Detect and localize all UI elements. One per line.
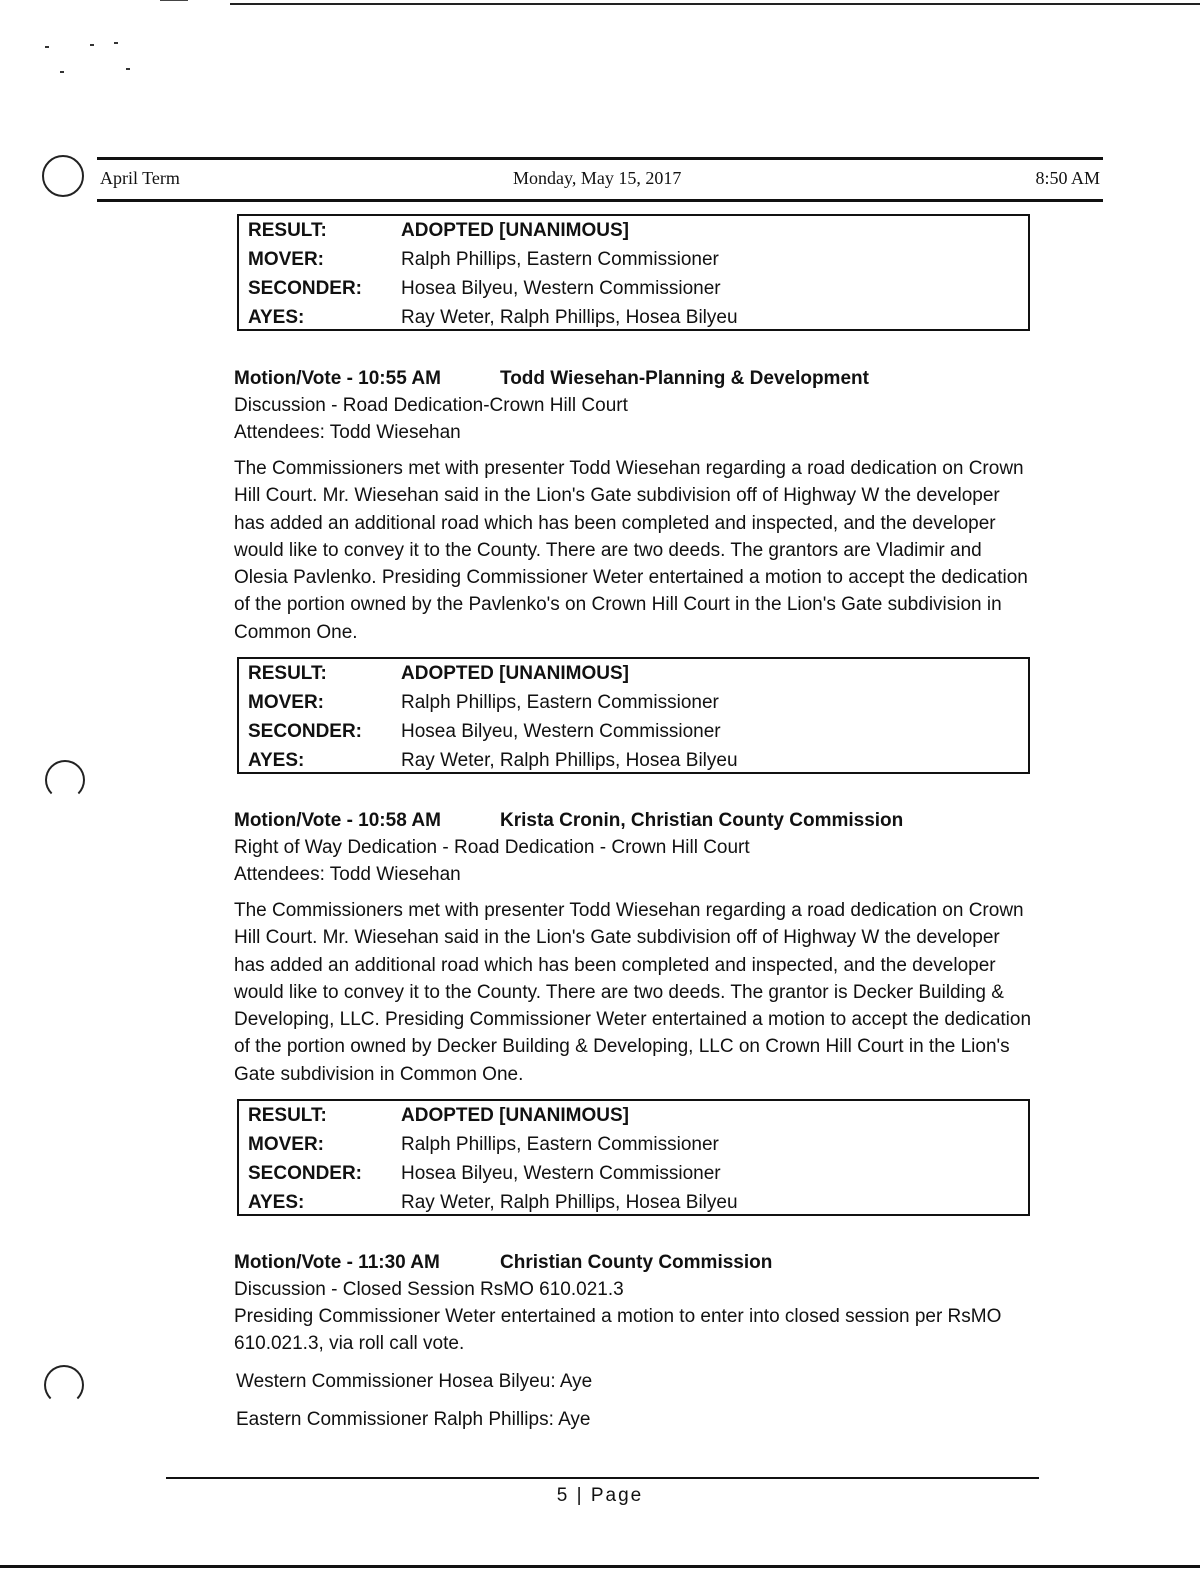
scan-speck <box>126 68 130 70</box>
meeting-time: 8:50 AM <box>1035 168 1100 188</box>
scan-mark <box>160 0 188 1</box>
header-top-rule <box>97 157 1103 160</box>
attendees: Attendees: Todd Wiesehan <box>234 864 461 885</box>
scan-speck <box>60 71 64 73</box>
motion-time: Motion/Vote - 11:30 AM <box>234 1252 440 1273</box>
page-number: 5 | Page <box>556 1485 644 1506</box>
agenda-item <box>234 365 1034 646</box>
attendees: Attendees: Todd Wiesehan <box>234 422 461 443</box>
motion-presenter: Christian County Commission <box>500 1252 773 1273</box>
scan-edge-line <box>230 3 1200 5</box>
result-label: RESULT: <box>248 220 327 241</box>
vote-result-box <box>237 214 1030 331</box>
scan-speck <box>45 46 49 48</box>
motion-line <box>234 1249 1034 1276</box>
discussion-topic: Discussion - Road Dedication-Crown Hill Court <box>234 395 628 416</box>
seconder-label: SECONDER: <box>248 721 363 742</box>
ayes-label: AYES: <box>248 307 305 328</box>
agenda-item <box>234 1249 1034 1358</box>
seconder-label: SECONDER: <box>248 1163 363 1184</box>
minutes-paragraph: The Commissioners met with presenter Todd Wiesehan regarding a road dedication on Crown Hill Court. Mr. Wiesehan said in the Lion's Gate subdivision off of Highway W the developer has added an additional road which has been completed and inspected, and the developer would like to convey it to the County. There are two deeds. The grantors are Vladimir and Olesia Pavlenko. Presiding Commissioner Weter entertained a motion to accept the dedication of the portion owned by the Pavlenko's on Crown Hill Court in the Lion's Gate subdivision in Common One. <box>234 458 1028 643</box>
motion-time: Motion/Vote - 10:55 AM <box>234 368 441 389</box>
roll-call-vote: Western Commissioner Hosea Bilyeu: Aye <box>236 1371 593 1392</box>
scan-speck <box>114 42 118 44</box>
seconder-value: Hosea Bilyeu, Western Commissioner <box>401 278 721 299</box>
seconder-value: Hosea Bilyeu, Western Commissioner <box>401 1163 721 1184</box>
result-label: RESULT: <box>248 1105 327 1126</box>
motion-presenter: Todd Wiesehan-Planning & Development <box>500 368 869 389</box>
result-value: ADOPTED [UNANIMOUS] <box>401 663 629 684</box>
motion-time: Motion/Vote - 10:58 AM <box>234 810 441 831</box>
scan-speck <box>90 44 94 46</box>
seconder-label: SECONDER: <box>248 278 363 299</box>
vote-result-box <box>237 1099 1030 1216</box>
motion-presenter: Krista Cronin, Christian County Commission <box>500 810 904 831</box>
scan-edge-line <box>0 1565 1200 1568</box>
minutes-paragraph: The Commissioners met with presenter Todd Wiesehan regarding a road dedication on Crown Hill Court. Mr. Wiesehan said in the Lion's Gate subdivision off of Highway W the developer has added an additional road which has been completed and inspected, and the developer would like to convey it to the County. There are two deeds. The grantor is Decker Building & Developing, LLC. Presiding Commissioner Weter entertained a motion to accept the dedication of the portion owned by Decker Building & Developing, LLC on Crown Hill Court in the Lion's Gate subdivision in Common One. <box>234 900 1032 1085</box>
mover-value: Ralph Phillips, Eastern Commissioner <box>401 249 719 270</box>
discussion-topic: Right of Way Dedication - Road Dedication - Crown Hill Court <box>234 837 750 858</box>
discussion-topic: Discussion - Closed Session RsMO 610.021.3 <box>234 1279 624 1300</box>
result-value: ADOPTED [UNANIMOUS] <box>401 1105 629 1126</box>
ayes-value: Ray Weter, Ralph Phillips, Hosea Bilyeu <box>401 750 738 771</box>
result-value: ADOPTED [UNANIMOUS] <box>401 220 629 241</box>
ayes-label: AYES: <box>248 750 305 771</box>
vote-result-box <box>237 657 1030 774</box>
ayes-value: Ray Weter, Ralph Phillips, Hosea Bilyeu <box>401 307 738 328</box>
footer-rule <box>166 1477 1039 1479</box>
mover-value: Ralph Phillips, Eastern Commissioner <box>401 692 719 713</box>
ayes-value: Ray Weter, Ralph Phillips, Hosea Bilyeu <box>401 1192 738 1213</box>
motion-line <box>234 365 1034 392</box>
page-header <box>100 166 1100 194</box>
meeting-date: Monday, May 15, 2017 <box>513 168 682 188</box>
ayes-label: AYES: <box>248 1192 305 1213</box>
mover-label: MOVER: <box>248 692 324 713</box>
mover-label: MOVER: <box>248 1134 324 1155</box>
mover-value: Ralph Phillips, Eastern Commissioner <box>401 1134 719 1155</box>
punch-hole <box>42 155 84 197</box>
roll-call-vote: Eastern Commissioner Ralph Phillips: Aye <box>236 1409 591 1430</box>
seconder-value: Hosea Bilyeu, Western Commissioner <box>401 721 721 742</box>
result-label: RESULT: <box>248 663 327 684</box>
punch-hole <box>44 1365 84 1405</box>
term-label: April Term <box>100 168 180 188</box>
closed-session-text: Presiding Commissioner Weter entertained a motion to enter into closed session per RsMO 610.021.3, via roll call vote. <box>234 1306 1002 1355</box>
punch-hole <box>45 760 85 800</box>
agenda-item <box>234 807 1034 1088</box>
motion-line <box>234 807 1034 834</box>
header-bottom-rule <box>97 199 1103 202</box>
mover-label: MOVER: <box>248 249 324 270</box>
